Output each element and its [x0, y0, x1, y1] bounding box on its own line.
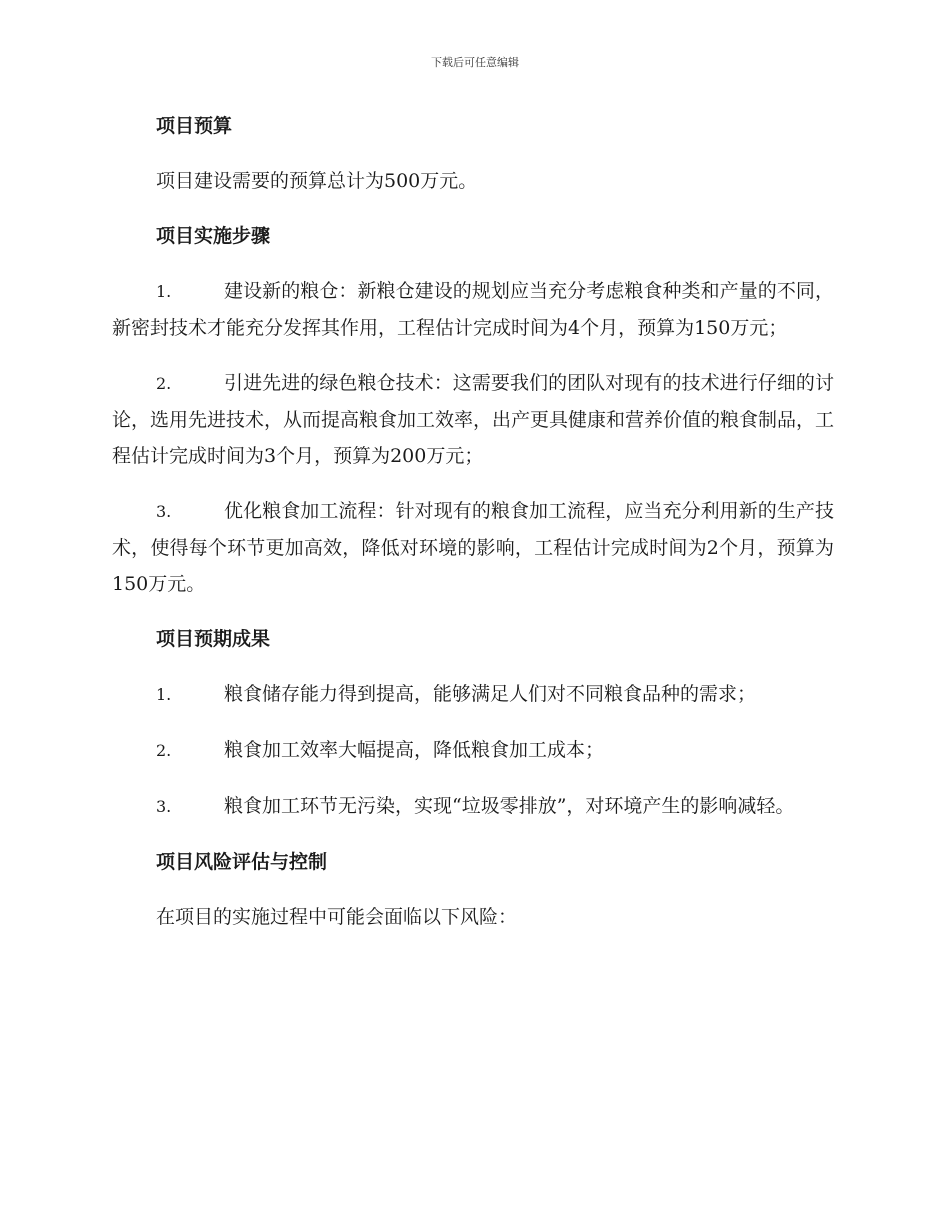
list-number: 1.	[156, 685, 172, 704]
list-number: 1.	[156, 282, 172, 301]
list-item	[112, 676, 834, 713]
heading-outcomes: 项目预期成果	[156, 628, 271, 650]
list-text: 粮食加工环节无污染，实现“垃圾零排放”，对环境产生的影响减轻。	[224, 795, 795, 817]
document-body	[112, 108, 834, 935]
budget-text: 项目建设需要的预算总计为500万元。	[156, 170, 478, 192]
list-text: 优化粮食加工流程：针对现有的粮食加工流程，应当充分利用新的生产技术，使得每个环节更加高效，降低对环境的影响，工程估计完成时间为2个月，预算为150万元。	[112, 500, 834, 595]
list-number: 3.	[156, 797, 172, 816]
list-text: 引进先进的绿色粮仓技术：这需要我们的团队对现有的技术进行仔细的讨论，选用先进技术，从而提高粮食加工效率，出产更具健康和营养价值的粮食制品，工程估计完成时间为3个月，预算为200万元；	[112, 372, 835, 467]
risk-text: 在项目的实施过程中可能会面临以下风险：	[156, 906, 518, 928]
list-item	[112, 493, 834, 602]
heading-budget: 项目预算	[156, 115, 233, 137]
list-text: 建设新的粮仓：新粮仓建设的规划应当充分考虑粮食种类和产量的不同，新密封技术才能充分发挥其作用，工程估计完成时间为4个月，预算为150万元；	[112, 280, 834, 339]
list-item	[112, 732, 834, 769]
list-text: 粮食加工效率大幅提高，降低粮食加工成本；	[224, 739, 605, 761]
list-item	[112, 788, 834, 825]
heading-risk: 项目风险评估与控制	[156, 851, 328, 873]
list-item	[112, 365, 834, 474]
list-number: 2.	[156, 374, 172, 393]
list-text: 粮食储存能力得到提高，能够满足人们对不同粮食品种的需求；	[224, 683, 757, 705]
list-number: 2.	[156, 741, 172, 760]
list-number: 3.	[156, 502, 172, 521]
heading-steps: 项目实施步骤	[156, 225, 271, 247]
header-note: 下载后可任意编辑	[431, 56, 519, 69]
list-item	[112, 273, 834, 346]
